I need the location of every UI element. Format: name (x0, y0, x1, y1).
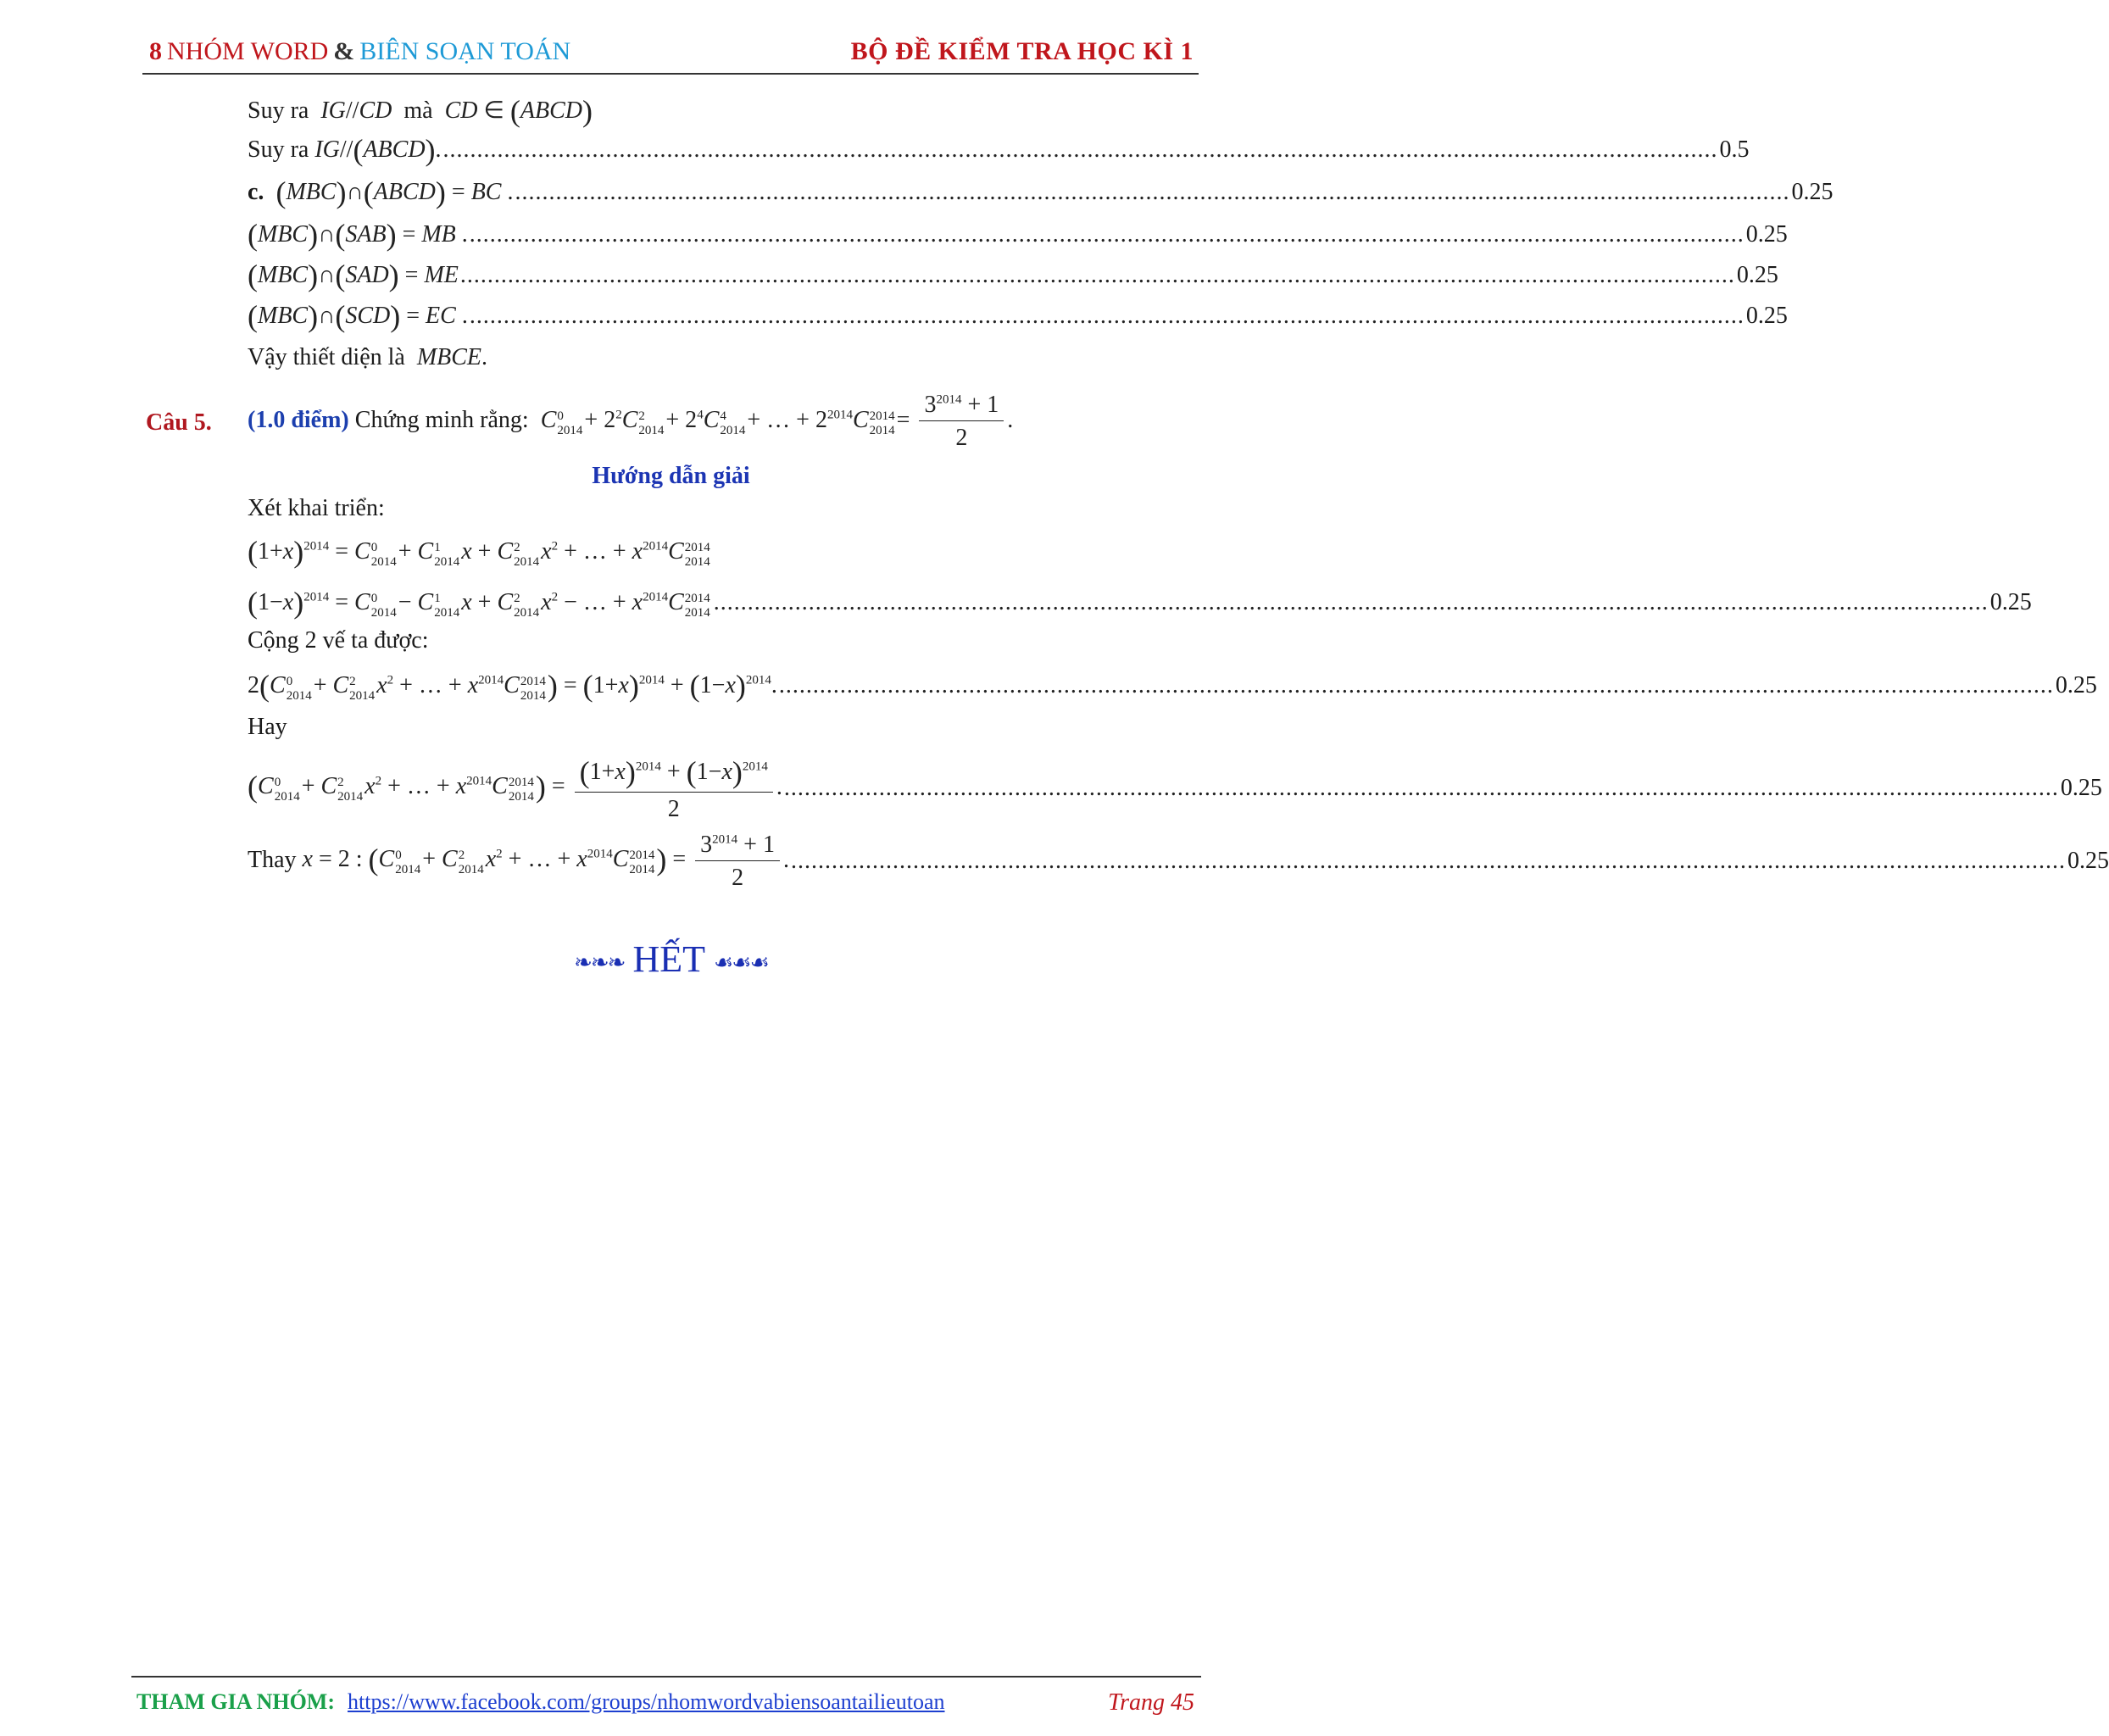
solution-title: Hướng dẫn giải (592, 463, 750, 489)
line-text: mà (403, 97, 433, 124)
page-number: Trang 45 (1108, 1689, 1194, 1716)
score-value: 0.5 (1719, 136, 1750, 163)
end-text: HẾT (632, 938, 705, 980)
solution-intro: Xét khai triển: (248, 495, 385, 521)
solution-add: Cộng 2 vế ta được: (248, 627, 429, 654)
header-group-name (149, 37, 570, 66)
leader-dots: ............................................................................................................................................................................................ (459, 262, 1735, 288)
sum-equation: 2(C 0 2014 + C 2 2014 $x^2$ + … + $x^{2014}C$ 2014 2014 ) = $(1+x)^{2014} + (1-x)^{2014}$. ............................................................................................................................................................................................ 0.25 (248, 669, 2097, 703)
leader-dots: ............................................................................................................................................................................................ (790, 848, 2066, 874)
score-value: 0.25 (1745, 221, 1788, 248)
header-ampersand: & (333, 37, 355, 65)
question-formula: C 0 2014 + $2^2C$ 2 2014 + $2^4C$ 4 2014 + … + $2^{2014}C$ 2014 2014 = $\frac{3^{2014} + 1}{2}$ . (534, 392, 1014, 451)
line-text: Suy ra (248, 136, 309, 163)
score-value: 0.25 (2067, 848, 2109, 874)
proof-line-2: Suy ra IG//(ABCD). ............................................................................................................................................................................................ 0.5 (248, 133, 1750, 167)
score-value: 0.25 (2060, 775, 2102, 801)
group-logo-icon: 8 (149, 37, 162, 65)
half-equation: (C 0 2014 + C 2 2014 $x^2$ + … + $x^{2014}C$ 2014 2014 ) = $\frac{(1+x)^{2014} + (1-x)^{2014}}{2}$ . ............................................................................................................................................................................................ 0.25 (248, 754, 2102, 822)
question-label: Câu 5. (146, 409, 212, 436)
proof-line-6: (MBC)∩(SCD) = EC . ............................................................................................................................................................................................ 0.25 (248, 299, 1788, 333)
substitution-equation: Thay x = 2 : (C 0 2014 + C 2 2014 $x^2$ + … + $x^{2014}C$ 2014 2014 ) = $\frac{3^{2014} + 1}{2}$ . ............................................................................................................................................................................................ 0.25 (248, 831, 2109, 891)
line-text: Suy ra (248, 97, 309, 124)
header-word-group: NHÓM WORD (167, 37, 329, 65)
footer-label: THAM GIA NHÓM: (136, 1689, 335, 1714)
leader-dots: ............................................................................................................................................................................................ (783, 775, 2059, 801)
score-value: 0.25 (2055, 672, 2097, 698)
score-value: 0.25 (1736, 262, 1778, 288)
question-statement (248, 392, 1013, 452)
page-footer (131, 1676, 1201, 1718)
proof-line-3: c. (MBC)∩(ABCD) = BC . ............................................................................................................................................................................................ 0.25 (248, 175, 1834, 209)
solution-or: Hay (248, 714, 287, 740)
expansion-plus: $(1+x)^{2014} = C$ 0 2014 + C 1 2014 x + C 2 2014 $x^2$ + … + $x^{2014}C$ 2014 2014 (248, 535, 710, 569)
score-value: 0.25 (1791, 179, 1834, 205)
question-text: Chứng minh rằng: (354, 406, 529, 433)
leader-dots: ............................................................................................................................................................................................ (442, 136, 1718, 163)
proof-conclusion: Vậy thiết diện là MBCE. (248, 344, 488, 370)
proof-line-5: (MBC)∩(SAD) = ME ............................................................................................................................................................................................ 0.25 (248, 259, 1778, 292)
leader-dots: ............................................................................................................................................................................................ (469, 303, 1745, 329)
line-text: Vậy thiết diện là (248, 344, 405, 370)
leader-dots: ............................................................................................................................................................................................ (778, 672, 2054, 698)
leader-dots: ............................................................................................................................................................................................ (713, 589, 1989, 615)
leader-dots: ............................................................................................................................................................................................ (515, 179, 1790, 205)
page-header (142, 34, 1199, 75)
score-value: 0.25 (1989, 589, 2032, 615)
leader-dots: ............................................................................................................................................................................................ (469, 221, 1745, 248)
left-ornament-icon: ❧❧❧ (574, 949, 625, 975)
expansion-minus: $(1-x)^{2014} = C$ 0 2014 − C 1 2014 x + C 2 2014 $x^2$ − … + $x^{2014}C$ 2014 2014 ............................................................................................................................................................................................ 0.25 (248, 586, 2032, 620)
footer-group-link[interactable]: https://www.facebook.com/groups/nhomwordvabiensoantailieutoan (348, 1689, 945, 1714)
header-compose-math: BIÊN SOẠN TOÁN (359, 37, 571, 65)
line-text: Thay (248, 846, 297, 873)
end-mark (0, 938, 1342, 981)
proof-line-4: (MBC)∩(SAB) = MB . ............................................................................................................................................................................................ 0.25 (248, 218, 1788, 252)
proof-line-1: Suy ra IG//CD mà CD ∈ (ABCD) (248, 94, 593, 128)
part-label: c. (248, 179, 264, 205)
score-value: 0.25 (1745, 303, 1788, 329)
question-points: (1.0 điểm) (248, 406, 349, 433)
right-ornament-icon: ☙☙☙ (713, 949, 768, 975)
header-exam-title: BỘ ĐỀ KIỂM TRA HỌC KÌ 1 (850, 37, 1194, 65)
